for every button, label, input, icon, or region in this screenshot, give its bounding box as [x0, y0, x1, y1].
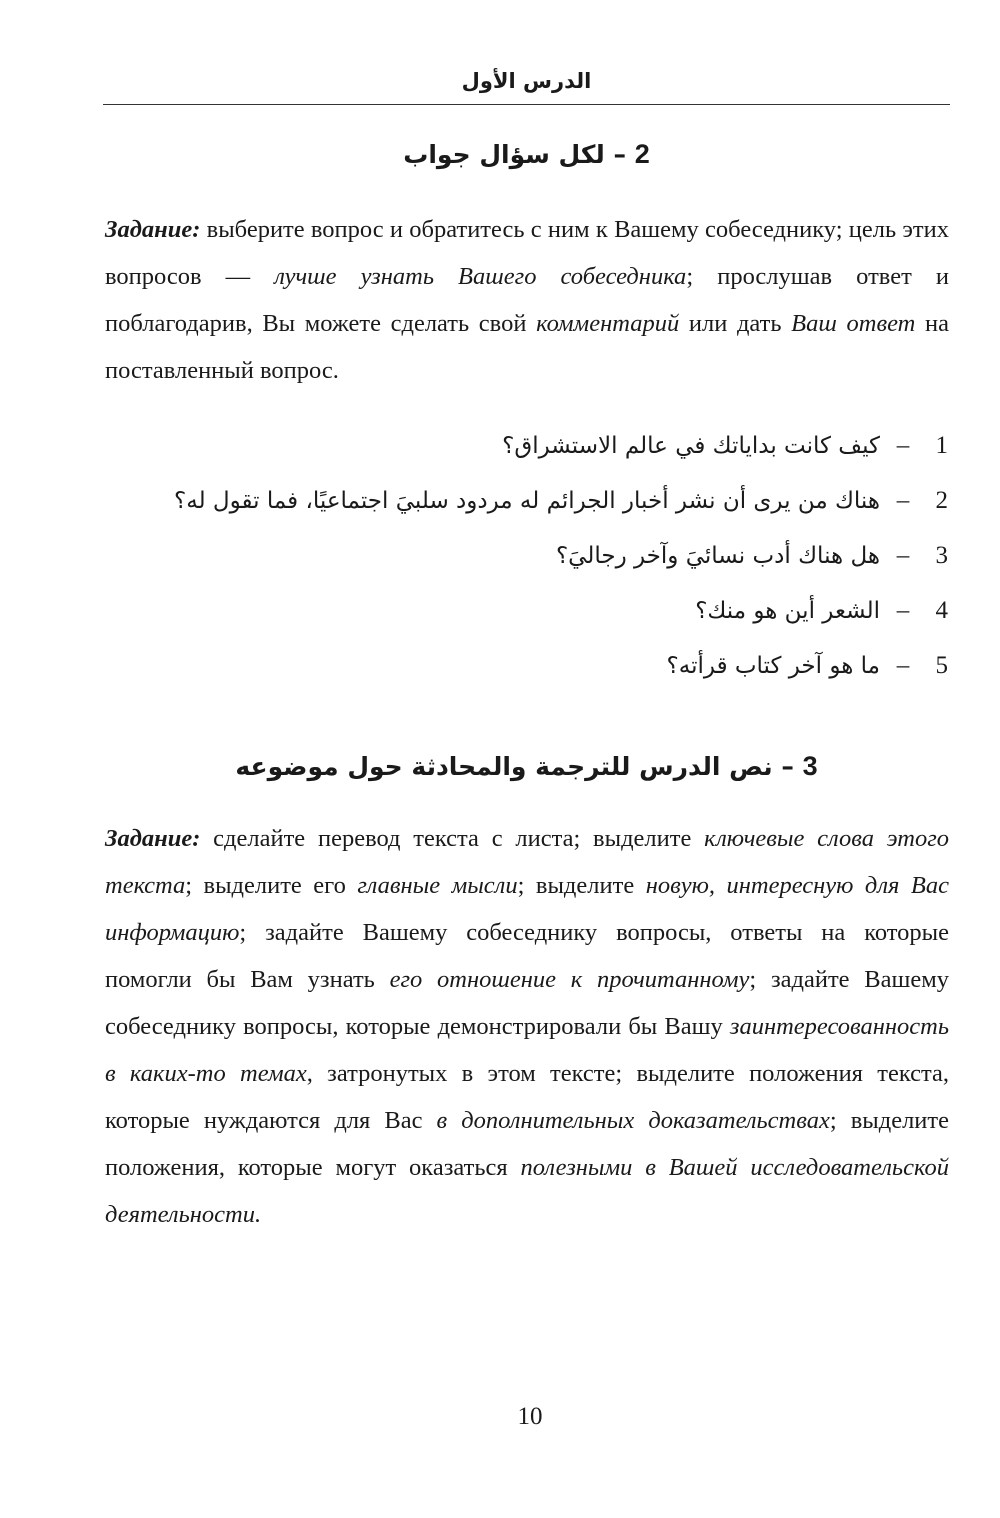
section-3-heading: نص الدرس للترجمة والمحادثة حول موضوعه [235, 752, 773, 781]
task-label: Задание: [105, 825, 201, 852]
task-emphasis: полезными в Вашей исследовательской деятельности. [105, 1154, 949, 1228]
page-number: 10 [517, 1403, 543, 1430]
section-3-task [105, 815, 949, 1238]
question-item [105, 418, 948, 473]
question-item [105, 528, 948, 583]
running-head: الدرس الأول [461, 69, 592, 93]
task-emphasis: лучше узнать Вашего собеседника [274, 263, 687, 290]
task-text: ; прослушав ответ и поблагодарив, Вы можете сделать свой [105, 263, 949, 337]
question-item [105, 473, 948, 528]
question-text: هناك من يرى أن نشر أخبار الجرائم له مردود سلبيَ اجتماعيًا، فما تقول له؟ [174, 487, 880, 514]
question-text: هل هناك أدب نسائيَ وآخر رجاليَ؟ [555, 542, 880, 569]
task-emphasis: его отношение к прочитанному [389, 966, 750, 993]
task-text: ; выделите его [185, 872, 358, 899]
question-dash: – [896, 596, 910, 624]
question-number: 5 [935, 651, 948, 679]
question-number: 1 [935, 431, 948, 459]
question-list [105, 418, 948, 693]
task-emphasis: ключевые слова этого текста [105, 825, 950, 899]
question-text: ما هو آخر كتاب قرأته؟ [666, 652, 880, 679]
section-2-task [105, 206, 949, 394]
task-text: ; выделите [517, 872, 646, 899]
question-item [105, 638, 948, 693]
question-number: 4 [935, 596, 948, 624]
question-dash: – [896, 486, 910, 514]
question-number: 3 [935, 541, 948, 569]
question-text: الشعر أين هو منك؟ [695, 597, 880, 624]
question-dash: – [896, 541, 910, 569]
section-2-dash: – [613, 140, 627, 169]
header-rule [103, 104, 950, 105]
task-emphasis: главные мысли [357, 872, 518, 899]
section-3-number: 3 [802, 751, 818, 781]
question-number: 2 [935, 486, 948, 514]
task-text: ; задайте Вашему собеседнику вопросы, которые демонстрировали бы Вашу [105, 966, 949, 1040]
section-3-title [103, 748, 950, 785]
section-2-title [103, 136, 950, 173]
task-text: , затронутых в этом тексте; выделите положения текста, которые нуждаются для Вас [105, 1060, 949, 1134]
question-item [105, 583, 948, 638]
task-emphasis: комментарий [536, 310, 680, 337]
task-label: Задание: [105, 216, 201, 243]
question-text: كيف كانت بداياتك في عالم الاستشراق؟ [502, 432, 880, 459]
task-text: выберите вопрос и обратитесь с ним к Вашему собеседнику; цель этих вопросов — [105, 216, 949, 290]
question-dash: – [896, 431, 910, 459]
task-text: на поставленный вопрос. [105, 310, 949, 384]
section-3-dash: – [781, 752, 794, 781]
task-emphasis: Ваш ответ [791, 310, 916, 337]
task-text: ; выделите положения, которые могут оказаться [105, 1107, 949, 1181]
task-text: ; задайте Вашему собеседнику вопросы, ответы на которые помогли бы Вам узнать [105, 919, 949, 993]
task-emphasis: заинтересованность в каких-то темах [105, 1013, 949, 1087]
task-emphasis: новую, интересную для Вас информацию [105, 872, 949, 946]
task-text: или дать [679, 310, 792, 337]
section-2-heading: لكل سؤال جواب [403, 140, 605, 169]
task-emphasis: в дополнительных доказательствах [436, 1107, 830, 1134]
section-2-number: 2 [634, 139, 650, 169]
task-text: сделайте перевод текста с листа; выделите [200, 825, 705, 852]
question-dash: – [896, 651, 910, 679]
